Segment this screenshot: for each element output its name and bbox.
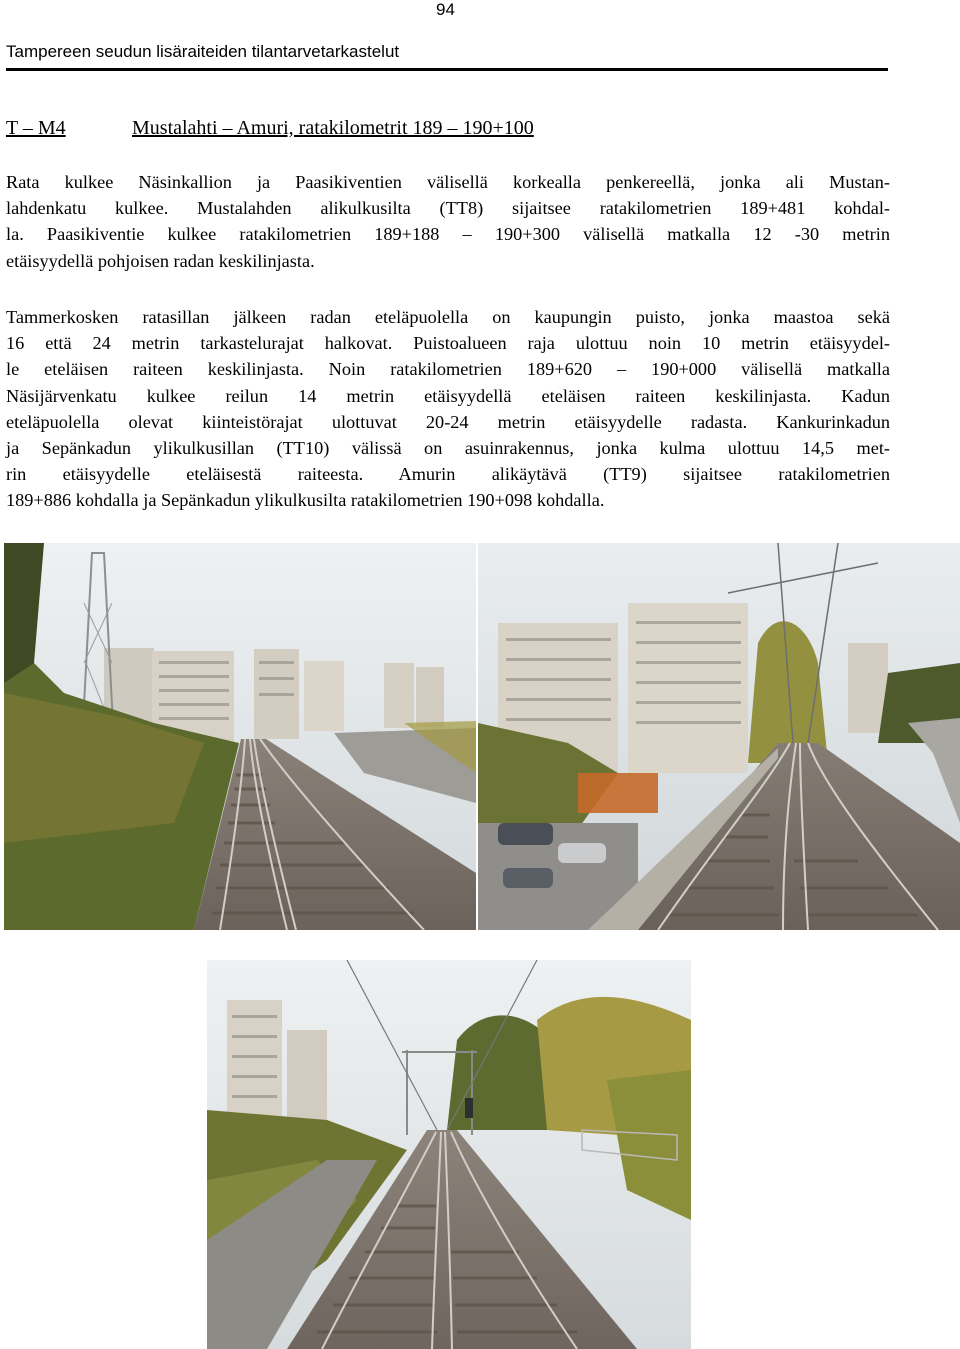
paragraph-line: ja Sepänkadun ylikulkusillan (TT10) välissä on asuinrakennus, jonka kulma ulottuu 14,5 met- — [6, 438, 890, 459]
running-header: Tampereen seudun lisäraiteiden tilantarvetarkastelut — [6, 42, 400, 61]
section-title: Mustalahti – Amuri, ratakilometrit 189 – 190+100 — [132, 117, 534, 139]
paragraph-line: Tammerkosken ratasillan jälkeen radan eteläpuolella on kaupungin puisto, jonka maastoa sekä — [6, 307, 890, 327]
paragraph-line: la. Paasikiventie kulkee ratakilometrien 189+188 – 190+300 välisellä matkalla 12 -30 metrin — [6, 224, 890, 245]
paragraph-line: Rata kulkee Näsinkallion ja Paasikiventien välisellä korkealla penkereellä, jonka ali Mustan- — [6, 172, 890, 192]
paragraph-line: lahdenkatu kulkee. Mustalahden alikulkusilta (TT8) sijaitsee ratakilometrien 189+481 kohdal- — [6, 198, 890, 219]
railway-photo-1 — [4, 543, 476, 930]
section-code: T – M4 — [6, 117, 66, 139]
paragraph-line: etäisyydellä pohjoisen radan keskilinjasta. — [6, 250, 315, 271]
paragraph-line: rin etäisyydelle eteläisestä raiteesta. Amurin alikäytävä (TT9) sijaitsee ratakilometrien — [6, 464, 890, 485]
paragraph-line: le eteläisen raiteen keskilinjasta. Noin ratakilometrien 189+620 – 190+000 välisellä matkalla — [6, 359, 890, 380]
paragraph-1 — [6, 169, 890, 274]
railway-photo-2 — [478, 543, 960, 930]
paragraph-2 — [6, 304, 890, 514]
paragraph-line: Näsijärvenkatu kulkee reilun 14 metrin etäisyydellä eteläisen raiteen keskilinjasta. Kadun — [6, 385, 890, 406]
paragraph-line: eteläpuolella olevat kiinteistörajat ulottuvat 20-24 metrin etäisyydelle radasta. Kankurinkadun — [6, 411, 890, 432]
railway-photo-3 — [207, 960, 691, 1349]
paragraph-line: 16 että 24 metrin tarkastelurajat halkovat. Puistoalueen raja ulottuu noin 10 metrin etäisyydel- — [6, 333, 890, 354]
paragraph-line: 189+886 kohdalla ja Sepänkadun ylikulkusilta ratakilometrien 190+098 kohdalla. — [6, 490, 605, 511]
header-rule — [6, 68, 888, 71]
page-number: 94 — [436, 0, 455, 19]
